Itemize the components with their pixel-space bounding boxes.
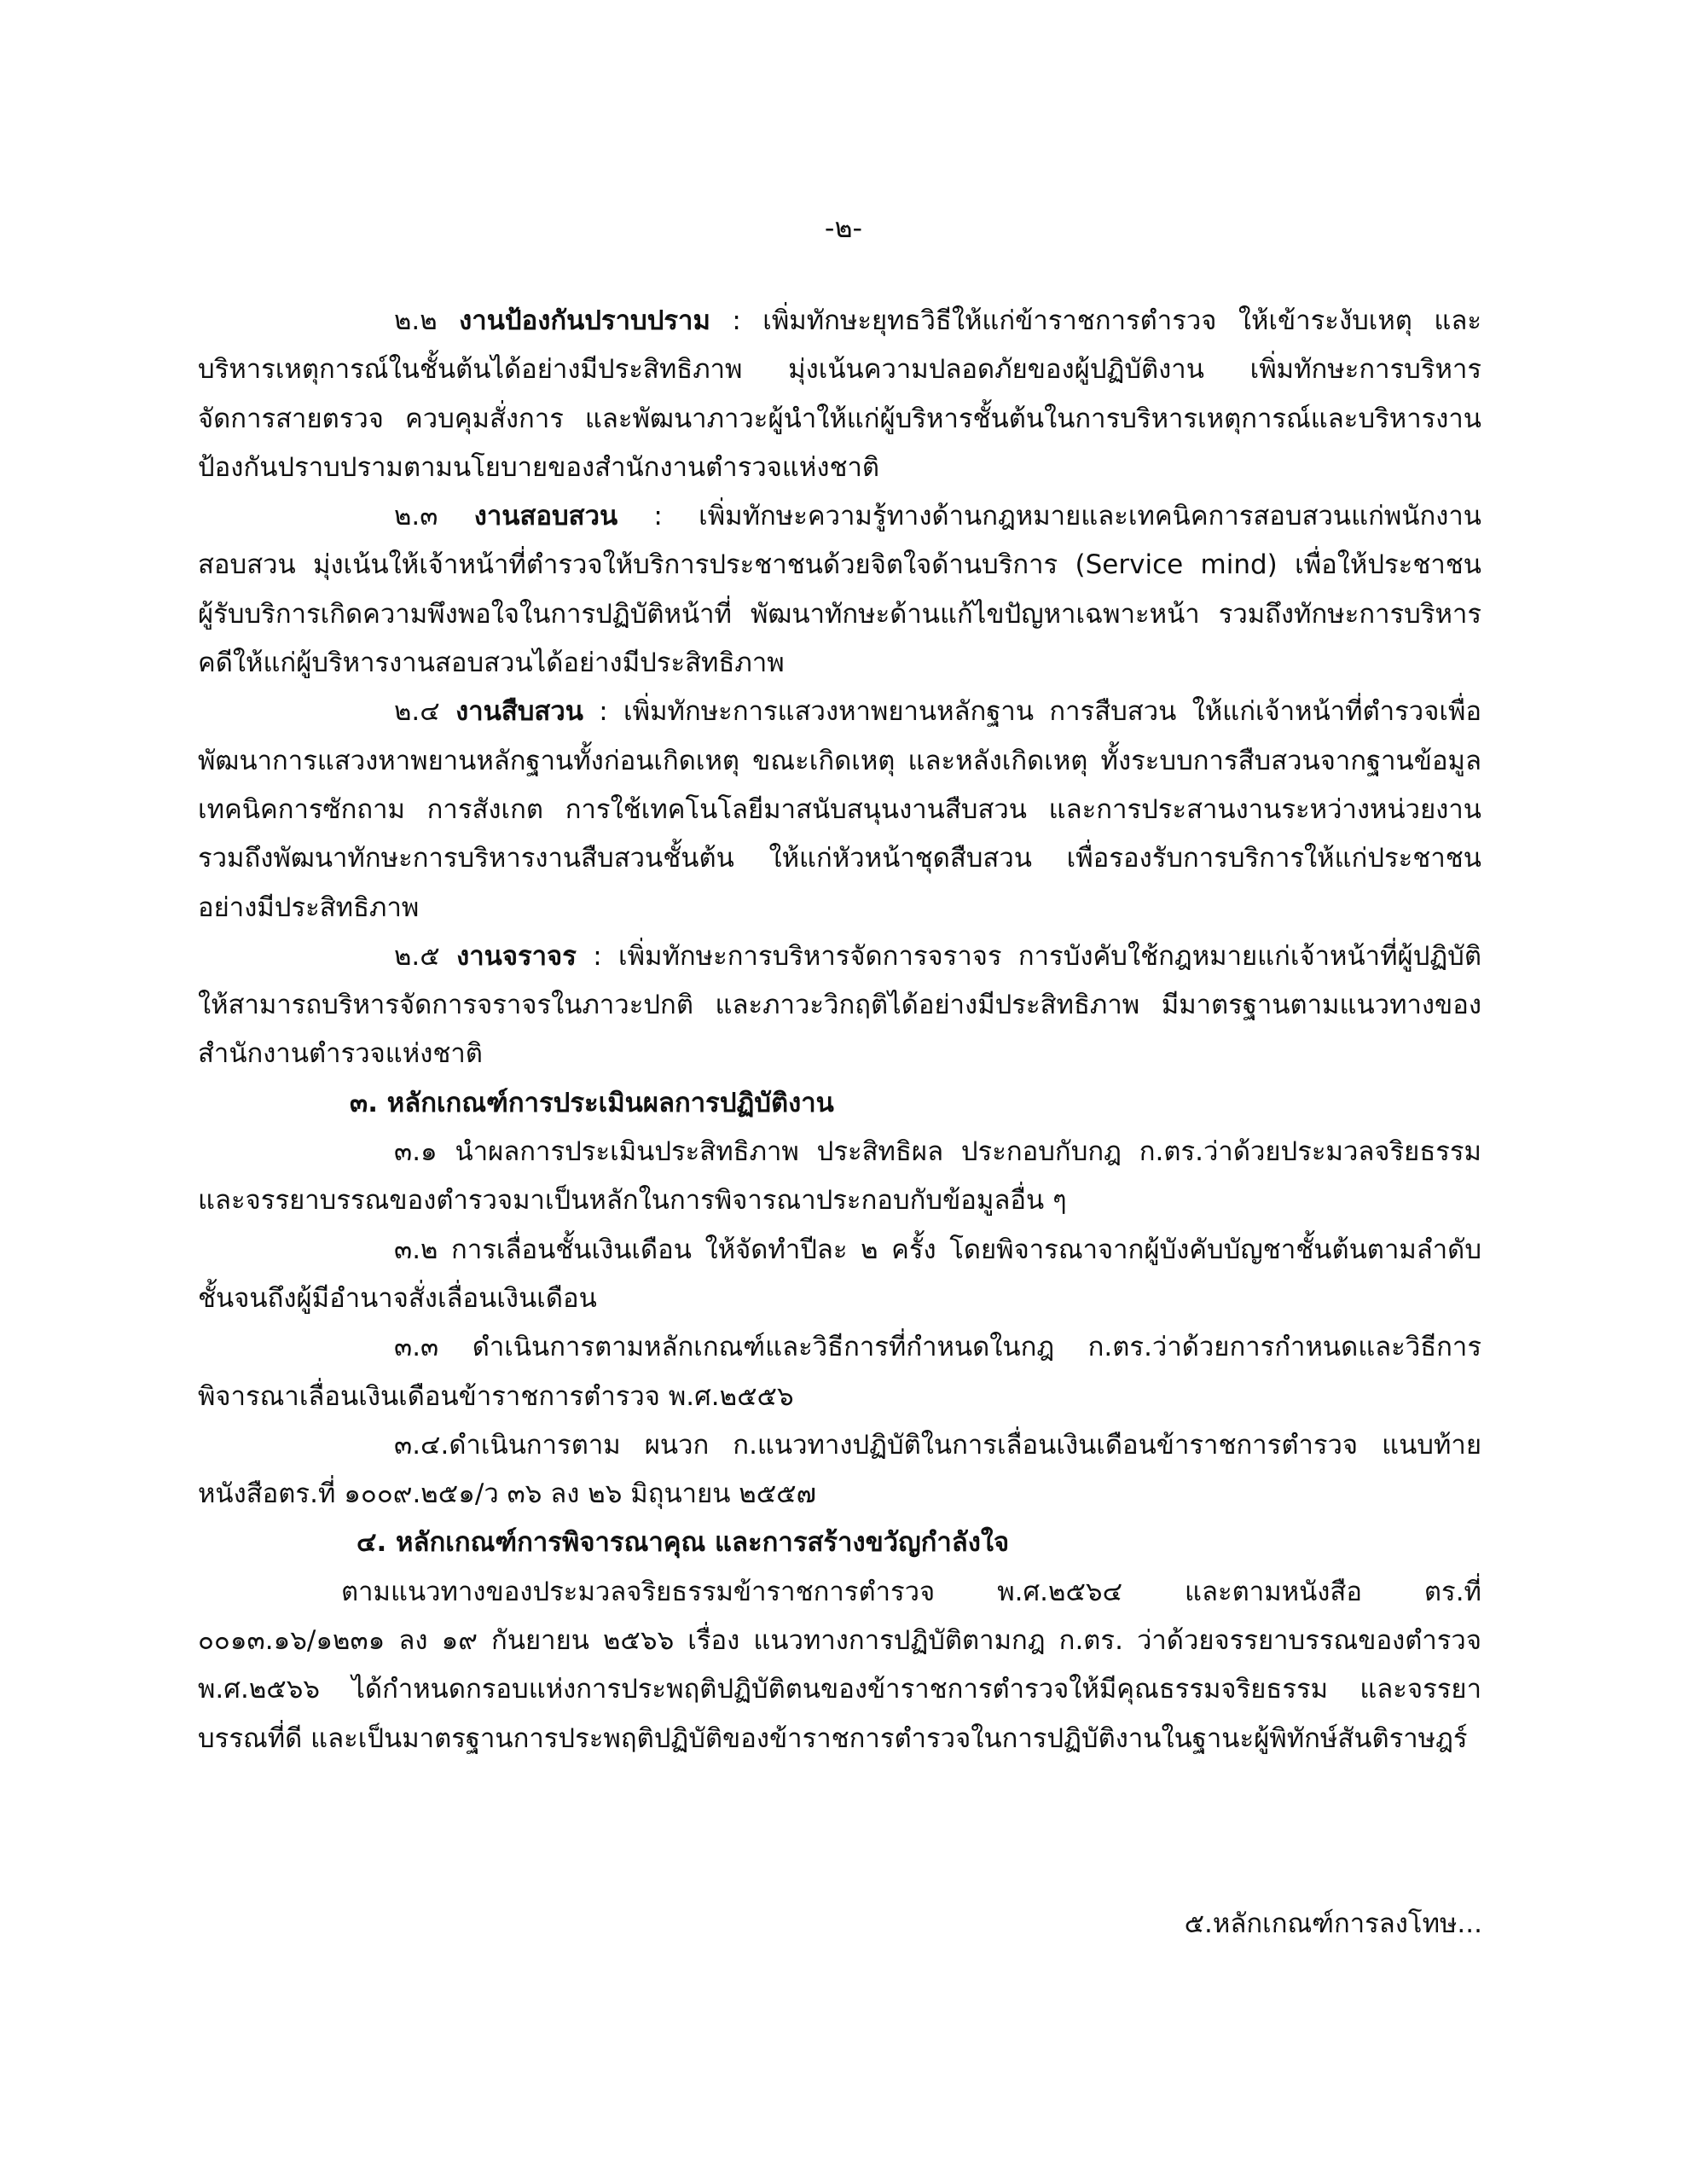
section-2-3 [198, 492, 1481, 688]
section-text: : เพิ่มทักษะการแสวงหาพยานหลักฐาน การสืบสวน ให้แก่เจ้าหน้าที่ตำรวจเพื่อพัฒนาการแสวงหาพยานหลักฐานทั้งก่อนเกิดเหตุ ขณะเกิดเหตุ และหลังเกิดเหตุ ทั้งระบบการสืบสวนจากฐานข้อมูล เทคนิคการซักถาม การสังเกต การใช้เทคโนโลยีมาสนับสนุนงานสืบสวน และการประสานงานระหว่างหน่วยงาน รวมถึงพัฒนาทักษะการบริหารงานสืบสวนชั้นต้น ให้แก่หัวหน้าชุดสืบสวน เพื่อรองรับการบริการให้แก่ประชาชนอย่างมีประสิทธิภาพ [198, 696, 1482, 923]
section-title: งานสืบสวน [455, 696, 583, 728]
page-number: -๒- [824, 212, 863, 244]
section-text: : เพิ่มทักษะการบริหารจัดการจราจร การบังคับใช้กฎหมายแก่เจ้าหน้าที่ผู้ปฏิบัติ ให้สามารถบริหารจัดการจราจรในภาวะปกติ และภาวะวิกฤติได้อย่างมีประสิทธิภาพ มีมาตรฐานตามแนวทางของสำนักงานตำรวจแห่งชาติ [198, 940, 1481, 1070]
continuation-note: ๕.หลักเกณฑ์การลงโทษ... [1184, 1908, 1482, 1939]
section-3-2: ๓.๒ การเลื่อนชั้นเงินเดือน ให้จัดทำปีละ ๒ ครั้ง โดยพิจารณาจากผู้บังคับบัญชาชั้นต้นตามลำดับชั้นจนถึงผู้มีอำนาจสั่งเลื่อนเงินเดือน [198, 1234, 1481, 1314]
heading-section-4: ๔. หลักเกณฑ์การพิจารณาคุณ และการสร้างขวัญกำลังใจ [357, 1527, 1010, 1559]
section-number: ๒.๒ [394, 305, 460, 336]
section-3-4: ๓.๔.ดำเนินการตาม ผนวก ก.แนวทางปฏิบัติในการเลื่อนเงินเดือนข้าราชการตำรวจ แนบท้ายหนังสือตร.ที่ ๑๐๐๙.๒๕๑/ว ๓๖ ลง ๒๖ มิถุนายน ๒๕๕๗ [198, 1429, 1481, 1510]
section-title: งานจราจร [456, 940, 577, 972]
section-text: : เพิ่มทักษะความรู้ทางด้านกฎหมายและเทคนิคการสอบสวนแก่พนักงานสอบสวน มุ่งเน้นให้เจ้าหน้าที่ตำรวจให้บริการประชาชนด้วยจิตใจด้านบริการ (Service mind) เพื่อให้ประชาชนผู้รับบริการเกิดความพึงพอใจในการปฏิบัติหน้าที่ พัฒนาทักษะด้านแก้ไขปัญหาเฉพาะหน้า รวมถึงทักษะการบริหารคดีให้แก่ผู้บริหารงานสอบสวนได้อย่างมีประสิทธิภาพ [198, 501, 1481, 679]
section-text: : เพิ่มทักษะยุทธวิธีให้แก่ข้าราชการตำรวจ ให้เข้าระงับเหตุ และบริหารเหตุการณ์ในชั้นต้นได้อย่างมีประสิทธิภาพ มุ่งเน้นความปลอดภัยของผู้ปฏิบัติงาน เพิ่มทักษะการบริหารจัดการสายตรวจ ควบคุมสั่งการ และพัฒนาภาวะผู้นำให้แก่ผู้บริหารชั้นต้นในการบริหารเหตุการณ์และบริหารงานป้องกันปราบปรามตามนโยบายของสำนักงานตำรวจแห่งชาติ [198, 305, 1481, 483]
heading-section-3: ๓. หลักเกณฑ์การประเมินผลการปฏิบัติงาน [350, 1087, 834, 1118]
section-2-4 [198, 688, 1481, 932]
section-title: งานสอบสวน [473, 501, 618, 532]
document-body [198, 297, 1481, 1763]
section-number: ๒.๔ [394, 696, 456, 728]
section-4-body: ตามแนวทางของประมวลจริยธรรมข้าราชการตำรวจ พ.ศ.๒๕๖๔ และตามหนังสือ ตร.ที่ ๐๐๑๓.๑๖/๑๒๓๑ ลง ๑๙ กันยายน ๒๕๖๖ เรื่อง แนวทางการปฏิบัติตามกฎ ก.ตร. ว่าด้วยจรรยาบรรณของตำรวจ พ.ศ.๒๕๖๖ ได้กำหนดกรอบแห่งการประพฤติปฏิบัติตนของข้าราชการตำรวจให้มีคุณธรรมจริยธรรม และจรรยาบรรณที่ดี และเป็นมาตรฐานการประพฤติปฏิบัติของข้าราชการตำรวจในการปฏิบัติงานในฐานะผู้พิทักษ์สันติราษฎร์ [198, 1576, 1481, 1754]
section-3-1: ๓.๑ นำผลการประเมินประสิทธิภาพ ประสิทธิผล ประกอบกับกฎ ก.ตร.ว่าด้วยประมวลจริยธรรมและจรรยาบรรณของตำรวจมาเป็นหลักในการพิจารณาประกอบกับข้อมูลอื่น ๆ [198, 1136, 1481, 1217]
section-number: ๒.๕ [394, 940, 457, 972]
section-2-2 [198, 297, 1481, 492]
section-2-5 [198, 932, 1481, 1079]
section-title: งานป้องกันปราบปราม [459, 305, 710, 336]
section-3-3: ๓.๓ ดำเนินการตามหลักเกณฑ์และวิธีการที่กำหนดในกฎ ก.ตร.ว่าด้วยการกำหนดและวิธีการพิจารณาเลื่อนเงินเดือนข้าราชการตำรวจ พ.ศ.๒๕๕๖ [198, 1332, 1481, 1412]
section-number: ๒.๓ [394, 501, 474, 532]
